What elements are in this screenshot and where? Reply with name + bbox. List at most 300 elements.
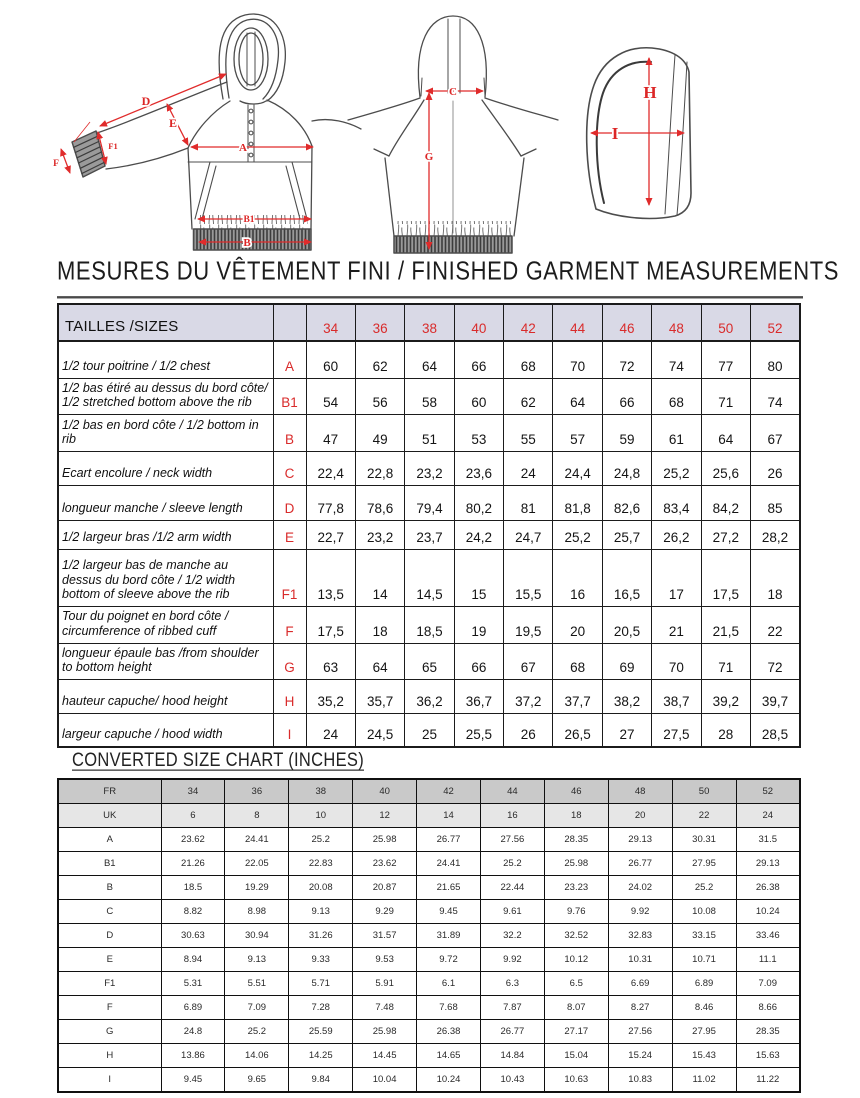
- measurement-value-cell: 16,5: [602, 550, 651, 607]
- measurement-value-cell: 25.2: [480, 852, 544, 876]
- measurement-value-cell: 80,2: [454, 486, 503, 521]
- measurement-value-cell: 21.26: [161, 852, 225, 876]
- measurement-value-cell: 25.2: [289, 828, 353, 852]
- measurement-value-cell: 31.26: [289, 924, 353, 948]
- table-row: [58, 972, 800, 996]
- sizes-header-cell: TAILLES /SIZES: [58, 304, 273, 341]
- measurement-value-cell: 23.62: [161, 828, 225, 852]
- measurement-value-cell: 14.25: [289, 1044, 353, 1068]
- measurement-value-cell: 11.02: [672, 1068, 736, 1093]
- measurement-value-cell: 15.04: [544, 1044, 608, 1068]
- measurement-value-cell: 27,5: [652, 714, 701, 747]
- measurement-value-cell: 6.69: [608, 972, 672, 996]
- measurement-value-cell: 10.83: [608, 1068, 672, 1093]
- measurement-label-cell: longueur épaule bas /from shoulder to bottom height: [58, 643, 273, 680]
- uk-size-cell: 20: [608, 804, 672, 828]
- measurement-value-cell: 32.83: [608, 924, 672, 948]
- measurement-value-cell: 10.31: [608, 948, 672, 972]
- measurement-value-cell: 26.38: [736, 876, 800, 900]
- measurement-value-cell: 24: [306, 714, 355, 747]
- measurement-value-cell: 36,2: [405, 680, 454, 714]
- measurement-letter-cell: A: [273, 341, 306, 378]
- measurement-value-cell: 23,2: [405, 452, 454, 486]
- fr-label-cell: FR: [58, 779, 161, 804]
- measurement-value-cell: 6.89: [161, 996, 225, 1020]
- measurement-value-cell: 9.65: [225, 1068, 289, 1093]
- measurement-value-cell: 7.28: [289, 996, 353, 1020]
- measurement-label-b1: B1: [243, 215, 255, 225]
- measurement-value-cell: 64: [405, 341, 454, 378]
- measurement-value-cell: 22.44: [480, 876, 544, 900]
- measurement-label-f: F: [53, 159, 59, 169]
- measurement-value-cell: 10.08: [672, 900, 736, 924]
- measurement-value-cell: 67: [504, 643, 553, 680]
- size-header-cell: 50: [701, 304, 750, 341]
- measurement-letter-cell: F1: [273, 550, 306, 607]
- measurement-value-cell: 10.43: [480, 1068, 544, 1093]
- table-row: [58, 948, 800, 972]
- table-row: [58, 1020, 800, 1044]
- measurement-value-cell: 22: [751, 607, 800, 644]
- size-header-cell: 40: [454, 304, 503, 341]
- table-row: [58, 852, 800, 876]
- measurement-value-cell: 5.31: [161, 972, 225, 996]
- table-row: [58, 1068, 800, 1093]
- fr-size-cell: 40: [353, 779, 417, 804]
- measurement-value-cell: 15.63: [736, 1044, 800, 1068]
- hood-detail-drawing: [587, 48, 691, 219]
- measurement-value-cell: 9.45: [417, 900, 481, 924]
- measurement-value-cell: 15.24: [608, 1044, 672, 1068]
- measurement-value-cell: 63: [306, 643, 355, 680]
- table-row: [58, 680, 800, 714]
- table-row: [58, 643, 800, 680]
- uk-size-cell: 6: [161, 804, 225, 828]
- measurement-value-cell: 27.17: [544, 1020, 608, 1044]
- measurement-value-cell: 18: [751, 550, 800, 607]
- measurement-label-cell: Tour du poignet en bord côte / circumference of ribbed cuff: [58, 607, 273, 644]
- measurement-label-cell: 1/2 tour poitrine / 1/2 chest: [58, 341, 273, 378]
- measurement-value-cell: 9.72: [417, 948, 481, 972]
- measurement-value-cell: 24,5: [355, 714, 404, 747]
- measurement-value-cell: 24.41: [417, 852, 481, 876]
- measurement-value-cell: 22.83: [289, 852, 353, 876]
- fr-size-cell: 50: [672, 779, 736, 804]
- uk-size-cell: 8: [225, 804, 289, 828]
- measurement-value-cell: 22,4: [306, 452, 355, 486]
- finished-measurements-table-body: [58, 304, 800, 747]
- measurement-value-cell: 72: [751, 643, 800, 680]
- table-row: [58, 900, 800, 924]
- measurement-letter-cell: H: [58, 1044, 161, 1068]
- measurement-value-cell: 24.41: [225, 828, 289, 852]
- measurement-letter-cell: F: [58, 996, 161, 1020]
- measurement-value-cell: 85: [751, 486, 800, 521]
- measurement-label-e: E: [168, 116, 178, 130]
- measurement-value-cell: 27,2: [701, 521, 750, 550]
- measurement-value-cell: 8.27: [608, 996, 672, 1020]
- measurement-value-cell: 7.09: [736, 972, 800, 996]
- inches-chart-title: CONVERTED SIZE CHART (INCHES): [72, 750, 364, 771]
- measurement-value-cell: 66: [454, 341, 503, 378]
- measurement-value-cell: 25,2: [652, 452, 701, 486]
- measurement-value-cell: 13.86: [161, 1044, 225, 1068]
- measurement-value-cell: 7.48: [353, 996, 417, 1020]
- size-header-cell: 48: [652, 304, 701, 341]
- measurement-value-cell: 72: [602, 341, 651, 378]
- measurement-value-cell: 25,6: [701, 452, 750, 486]
- fr-size-cell: 34: [161, 779, 225, 804]
- measurement-value-cell: 47: [306, 415, 355, 452]
- measurement-value-cell: 53: [454, 415, 503, 452]
- measurement-label-b: B: [243, 237, 251, 249]
- measurement-value-cell: 26,5: [553, 714, 602, 747]
- measurement-value-cell: 17,5: [306, 607, 355, 644]
- measurement-value-cell: 27.56: [608, 1020, 672, 1044]
- uk-size-cell: 14: [417, 804, 481, 828]
- converted-inches-table: [57, 778, 801, 1093]
- measurement-letter-cell: E: [273, 521, 306, 550]
- measurement-value-cell: 56: [355, 378, 404, 415]
- measurement-value-cell: 26.38: [417, 1020, 481, 1044]
- measurement-value-cell: 59: [602, 415, 651, 452]
- measurement-value-cell: 14.65: [417, 1044, 481, 1068]
- measurement-label-cell: hauteur capuche/ hood height: [58, 680, 273, 714]
- measurement-value-cell: 62: [504, 378, 553, 415]
- measurement-value-cell: 23.62: [353, 852, 417, 876]
- measurement-letter-cell: D: [273, 486, 306, 521]
- measurement-value-cell: 62: [355, 341, 404, 378]
- measurement-value-cell: 22,7: [306, 521, 355, 550]
- measurement-value-cell: 9.13: [289, 900, 353, 924]
- measurement-value-cell: 67: [751, 415, 800, 452]
- measurement-value-cell: 5.71: [289, 972, 353, 996]
- measurement-value-cell: 16: [553, 550, 602, 607]
- measurement-value-cell: 32.2: [480, 924, 544, 948]
- measurement-label-cell: 1/2 bas en bord côte / 1/2 bottom in rib: [58, 415, 273, 452]
- measurement-value-cell: 22.05: [225, 852, 289, 876]
- measurement-value-cell: 84,2: [701, 486, 750, 521]
- measurement-value-cell: 6.5: [544, 972, 608, 996]
- measurement-value-cell: 18.5: [161, 876, 225, 900]
- measurement-value-cell: 17: [652, 550, 701, 607]
- measurement-value-cell: 83,4: [652, 486, 701, 521]
- measurement-label-c: C: [449, 86, 457, 98]
- measurement-value-cell: 27.56: [480, 828, 544, 852]
- measurement-value-cell: 78,6: [355, 486, 404, 521]
- table-row: [58, 486, 800, 521]
- measurement-label-h: H: [643, 83, 657, 102]
- measurement-value-cell: 60: [306, 341, 355, 378]
- uk-size-cell: 24: [736, 804, 800, 828]
- measurement-value-cell: 26.77: [417, 828, 481, 852]
- measurement-value-cell: 27: [602, 714, 651, 747]
- measurement-value-cell: 33.15: [672, 924, 736, 948]
- measurement-value-cell: 7.87: [480, 996, 544, 1020]
- size-header-cell: 46: [602, 304, 651, 341]
- table-row: [58, 550, 800, 607]
- measurement-value-cell: 8.46: [672, 996, 736, 1020]
- measurement-value-cell: 30.31: [672, 828, 736, 852]
- measurement-label-a: A: [239, 142, 247, 154]
- measurement-value-cell: 25.98: [353, 1020, 417, 1044]
- measurement-label-f1: F1: [108, 141, 118, 151]
- measurement-value-cell: 9.13: [225, 948, 289, 972]
- fr-size-cell: 38: [289, 779, 353, 804]
- measurement-value-cell: 24,7: [504, 521, 553, 550]
- measurement-value-cell: 10.63: [544, 1068, 608, 1093]
- measurement-value-cell: 23.23: [544, 876, 608, 900]
- measurement-letter-cell: F: [273, 607, 306, 644]
- measurement-letter-cell: B: [58, 876, 161, 900]
- size-header-cell: 52: [751, 304, 800, 341]
- measurement-value-cell: 38,7: [652, 680, 701, 714]
- uk-size-cell: 22: [672, 804, 736, 828]
- measurement-value-cell: 24,4: [553, 452, 602, 486]
- measurement-value-cell: 60: [454, 378, 503, 415]
- measurement-value-cell: 6.1: [417, 972, 481, 996]
- measurement-value-cell: 64: [701, 415, 750, 452]
- measurement-value-cell: 8.94: [161, 948, 225, 972]
- measurement-value-cell: 19.29: [225, 876, 289, 900]
- measurement-value-cell: 25.98: [353, 828, 417, 852]
- measurement-value-cell: 24.8: [161, 1020, 225, 1044]
- measurement-value-cell: 8.66: [736, 996, 800, 1020]
- measurement-value-cell: 9.33: [289, 948, 353, 972]
- size-header-cell: 34: [306, 304, 355, 341]
- measurement-value-cell: 10.71: [672, 948, 736, 972]
- fr-size-cell: 44: [480, 779, 544, 804]
- measurement-value-cell: 77,8: [306, 486, 355, 521]
- measurement-value-cell: 21: [652, 607, 701, 644]
- measurement-value-cell: 19,5: [504, 607, 553, 644]
- measurement-letter-cell: C: [273, 452, 306, 486]
- table-row: [58, 1044, 800, 1068]
- measurement-letter-cell: G: [273, 643, 306, 680]
- measurement-value-cell: 82,6: [602, 486, 651, 521]
- measurement-value-cell: 14,5: [405, 550, 454, 607]
- measurement-value-cell: 5.51: [225, 972, 289, 996]
- finished-measurements-table: [57, 303, 801, 748]
- front-view-drawing: [53, 14, 361, 250]
- fr-size-cell: 48: [608, 779, 672, 804]
- measurement-value-cell: 15: [454, 550, 503, 607]
- measurement-value-cell: 14.84: [480, 1044, 544, 1068]
- measurement-value-cell: 14: [355, 550, 404, 607]
- measurement-value-cell: 51: [405, 415, 454, 452]
- uk-label-cell: UK: [58, 804, 161, 828]
- measurement-value-cell: 18,5: [405, 607, 454, 644]
- measurement-value-cell: 26: [751, 452, 800, 486]
- measurement-letter-cell: B: [273, 415, 306, 452]
- measurement-value-cell: 15,5: [504, 550, 553, 607]
- measurement-value-cell: 9.29: [353, 900, 417, 924]
- measurement-value-cell: 24,2: [454, 521, 503, 550]
- fr-size-cell: 46: [544, 779, 608, 804]
- table-row: [58, 714, 800, 747]
- measurement-value-cell: 9.92: [608, 900, 672, 924]
- measurement-value-cell: 20.08: [289, 876, 353, 900]
- measurement-value-cell: 26.77: [480, 1020, 544, 1044]
- measurement-value-cell: 10.12: [544, 948, 608, 972]
- measurement-letter-cell: F1: [58, 972, 161, 996]
- fr-size-cell: 42: [417, 779, 481, 804]
- measurement-value-cell: 30.94: [225, 924, 289, 948]
- fr-size-cell: 52: [736, 779, 800, 804]
- measurement-value-cell: 66: [602, 378, 651, 415]
- measurement-value-cell: 15.43: [672, 1044, 736, 1068]
- measurement-letter-cell: I: [58, 1068, 161, 1093]
- measurement-value-cell: 9.84: [289, 1068, 353, 1093]
- measurement-value-cell: 9.76: [544, 900, 608, 924]
- measurement-letter-cell: G: [58, 1020, 161, 1044]
- measurement-value-cell: 13,5: [306, 550, 355, 607]
- table-row: [58, 415, 800, 452]
- measurement-label-cell: 1/2 largeur bas de manche au dessus du bord côte / 1/2 width bottom of sleeve above the rib: [58, 550, 273, 607]
- measurement-value-cell: 25.2: [225, 1020, 289, 1044]
- size-header-cell: 38: [405, 304, 454, 341]
- measurement-value-cell: 71: [701, 378, 750, 415]
- measurement-value-cell: 20.87: [353, 876, 417, 900]
- measurement-value-cell: 17,5: [701, 550, 750, 607]
- measurement-value-cell: 37,2: [504, 680, 553, 714]
- measurement-value-cell: 28: [701, 714, 750, 747]
- measurement-value-cell: 29.13: [608, 828, 672, 852]
- measurement-value-cell: 8.98: [225, 900, 289, 924]
- measurement-value-cell: 26.77: [608, 852, 672, 876]
- measurement-value-cell: 9.45: [161, 1068, 225, 1093]
- page-title: MESURES DU VÊTEMENT FINI / FINISHED GARMENT MEASUREMENTS: [57, 256, 803, 298]
- measurement-value-cell: 31.89: [417, 924, 481, 948]
- measurement-value-cell: 24,8: [602, 452, 651, 486]
- measurement-value-cell: 74: [652, 341, 701, 378]
- measurement-value-cell: 8.82: [161, 900, 225, 924]
- measurement-label-i: I: [611, 124, 619, 143]
- measurement-value-cell: 20,5: [602, 607, 651, 644]
- measurement-value-cell: 25.98: [544, 852, 608, 876]
- measurement-value-cell: 74: [751, 378, 800, 415]
- measurement-value-cell: 18: [355, 607, 404, 644]
- measurement-value-cell: 23,6: [454, 452, 503, 486]
- measurement-value-cell: 26,2: [652, 521, 701, 550]
- measurement-letter-cell: B1: [273, 378, 306, 415]
- measurement-label-cell: Ecart encolure / neck width: [58, 452, 273, 486]
- measurement-value-cell: 31.57: [353, 924, 417, 948]
- measurement-value-cell: 33.46: [736, 924, 800, 948]
- uk-size-cell: 10: [289, 804, 353, 828]
- measurement-value-cell: 6.89: [672, 972, 736, 996]
- measurement-value-cell: 26: [504, 714, 553, 747]
- measurement-label-cell: largeur capuche / hood width: [58, 714, 273, 747]
- measurement-value-cell: 79,4: [405, 486, 454, 521]
- garment-diagrams: [0, 0, 860, 260]
- table-row: [58, 828, 800, 852]
- table-row: [58, 924, 800, 948]
- measurement-label-cell: 1/2 bas étiré au dessus du bord côte/ 1/2 stretched bottom above the rib: [58, 378, 273, 415]
- measurement-value-cell: 38,2: [602, 680, 651, 714]
- table-row: [58, 341, 800, 378]
- measurement-value-cell: 39,2: [701, 680, 750, 714]
- measurement-value-cell: 71: [701, 643, 750, 680]
- measurement-value-cell: 21,5: [701, 607, 750, 644]
- measurement-value-cell: 27.95: [672, 852, 736, 876]
- measurement-value-cell: 35,7: [355, 680, 404, 714]
- measurement-value-cell: 10.24: [417, 1068, 481, 1093]
- measurement-value-cell: 64: [355, 643, 404, 680]
- measurement-value-cell: 25,7: [602, 521, 651, 550]
- measurement-value-cell: 28.35: [736, 1020, 800, 1044]
- measurement-value-cell: 22,8: [355, 452, 404, 486]
- measurement-value-cell: 14.45: [353, 1044, 417, 1068]
- measurement-value-cell: 27.95: [672, 1020, 736, 1044]
- uk-size-cell: 18: [544, 804, 608, 828]
- table-row: [58, 607, 800, 644]
- measurement-label-cell: longueur manche / sleeve length: [58, 486, 273, 521]
- uk-size-cell: 16: [480, 804, 544, 828]
- measurement-value-cell: 25: [405, 714, 454, 747]
- measurement-value-cell: 28,5: [751, 714, 800, 747]
- letter-header-cell: [273, 304, 306, 341]
- measurement-letter-cell: H: [273, 680, 306, 714]
- measurement-value-cell: 69: [602, 643, 651, 680]
- size-header-cell: 36: [355, 304, 404, 341]
- measurement-value-cell: 25.2: [672, 876, 736, 900]
- measurement-value-cell: 9.53: [353, 948, 417, 972]
- measurement-value-cell: 70: [652, 643, 701, 680]
- measurement-letter-cell: C: [58, 900, 161, 924]
- measurement-value-cell: 8.07: [544, 996, 608, 1020]
- measurement-value-cell: 61: [652, 415, 701, 452]
- fr-sizes-row: [58, 779, 800, 804]
- measurement-value-cell: 10.24: [736, 900, 800, 924]
- measurement-value-cell: 5.91: [353, 972, 417, 996]
- measurement-value-cell: 23,7: [405, 521, 454, 550]
- measurement-label-g: G: [424, 151, 434, 163]
- table-row: [58, 996, 800, 1020]
- measurement-value-cell: 68: [553, 643, 602, 680]
- back-view-drawing: [348, 16, 558, 253]
- measurement-value-cell: 68: [652, 378, 701, 415]
- measurement-value-cell: 58: [405, 378, 454, 415]
- size-header-cell: 44: [553, 304, 602, 341]
- fr-size-cell: 36: [225, 779, 289, 804]
- measurement-letter-cell: I: [273, 714, 306, 747]
- measurement-value-cell: 25.59: [289, 1020, 353, 1044]
- measurement-value-cell: 64: [553, 378, 602, 415]
- measurement-value-cell: 14.06: [225, 1044, 289, 1068]
- measurement-value-cell: 30.63: [161, 924, 225, 948]
- measurement-value-cell: 6.3: [480, 972, 544, 996]
- measurement-value-cell: 57: [553, 415, 602, 452]
- measurement-value-cell: 81,8: [553, 486, 602, 521]
- measurement-label-cell: 1/2 largeur bras /1/2 arm width: [58, 521, 273, 550]
- measurement-value-cell: 31.5: [736, 828, 800, 852]
- measurement-value-cell: 7.68: [417, 996, 481, 1020]
- measurement-letter-cell: E: [58, 948, 161, 972]
- measurement-value-cell: 28.35: [544, 828, 608, 852]
- measurement-letter-cell: B1: [58, 852, 161, 876]
- measurement-value-cell: 36,7: [454, 680, 503, 714]
- uk-size-cell: 12: [353, 804, 417, 828]
- measurement-value-cell: 77: [701, 341, 750, 378]
- measurement-value-cell: 11.22: [736, 1068, 800, 1093]
- measurement-value-cell: 35,2: [306, 680, 355, 714]
- measurement-value-cell: 19: [454, 607, 503, 644]
- table-row: [58, 521, 800, 550]
- measurement-value-cell: 65: [405, 643, 454, 680]
- measurement-label-d: D: [141, 94, 151, 108]
- table-row: [58, 452, 800, 486]
